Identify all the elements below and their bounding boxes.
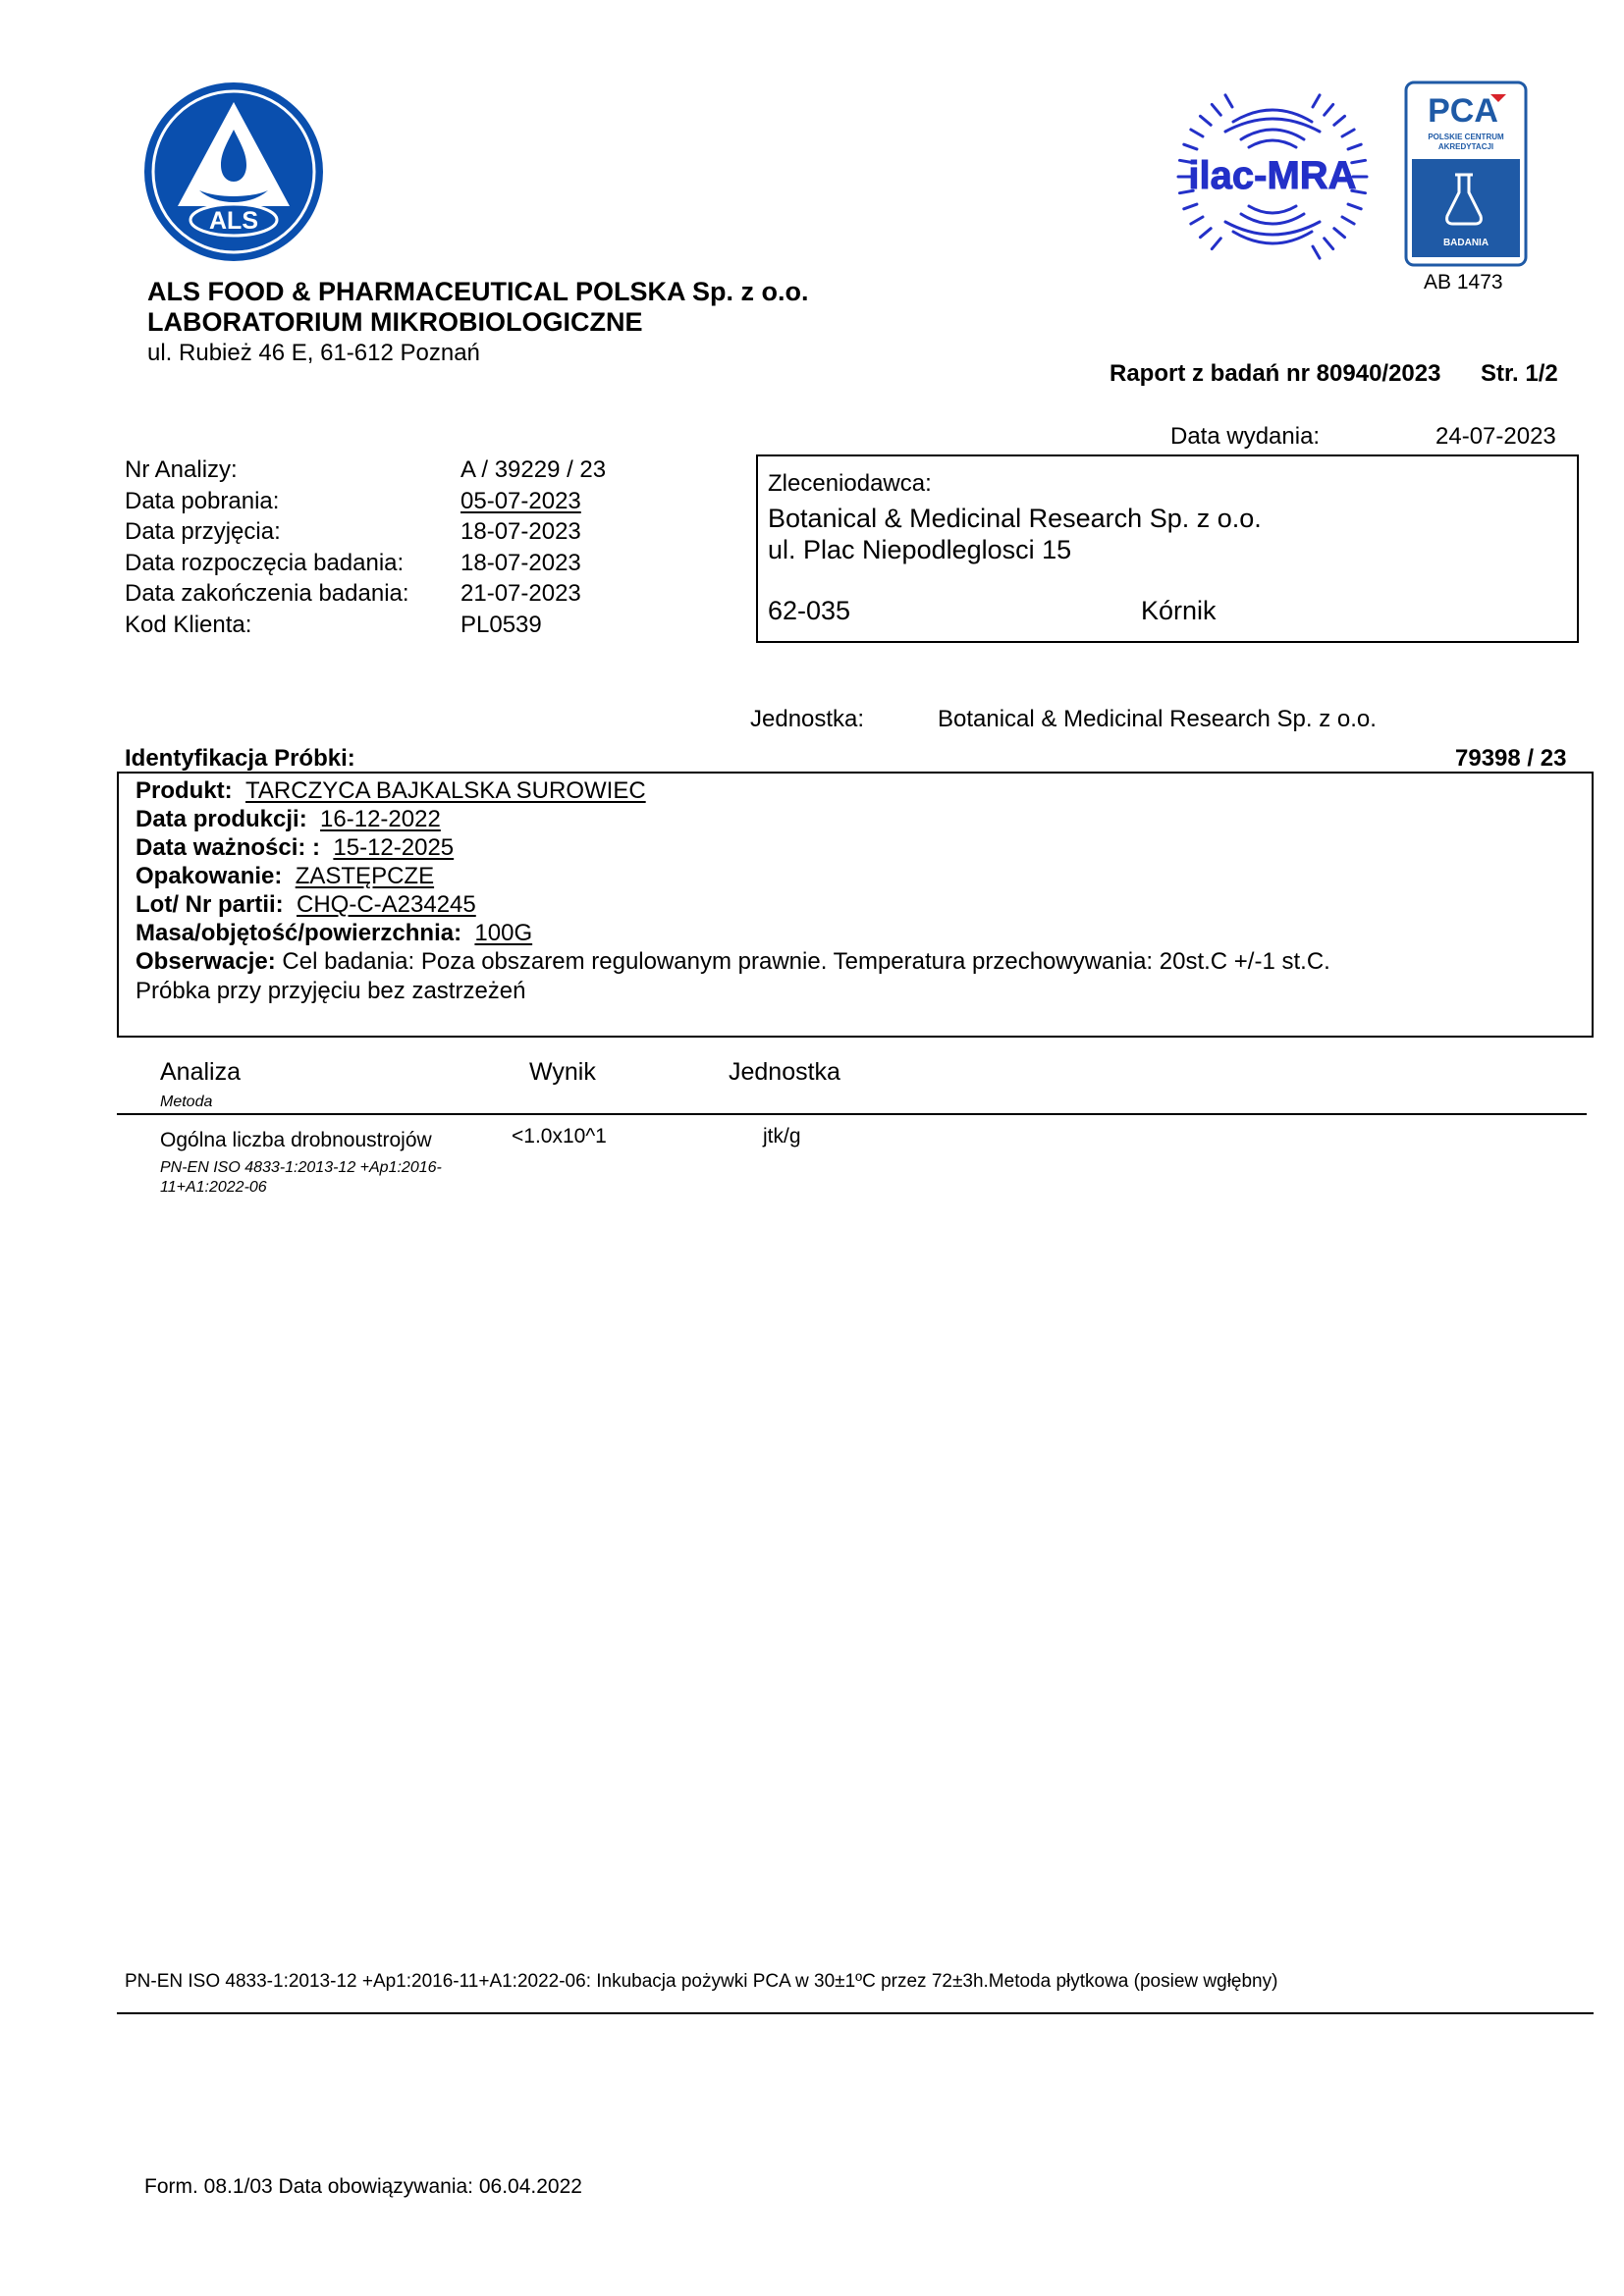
sample-field <box>135 920 532 947</box>
sample-field <box>135 891 476 919</box>
analysis-info-label: Nr Analizy: <box>125 456 238 483</box>
header-method: Metoda <box>160 1094 213 1110</box>
analysis-info-value: 21-07-2023 <box>460 580 581 607</box>
sample-field-label: Lot/ Nr partii: <box>135 891 284 918</box>
pca-title: PCA <box>1428 92 1498 130</box>
analysis-info-value: PL0539 <box>460 611 542 638</box>
als-logo <box>142 80 325 263</box>
pca-badania: BADANIA <box>1442 238 1489 248</box>
results-rows <box>0 1125 1624 1217</box>
sample-box <box>117 772 1594 1038</box>
observations-line2: Próbka przy przyjęciu bez zastrzeżeń <box>135 978 526 1004</box>
unit-label: Jednostka: <box>750 706 865 732</box>
footnote-divider <box>117 2012 1594 2014</box>
page-number: Str. 1/2 <box>1481 360 1558 387</box>
analysis-info <box>125 456 635 643</box>
result-method: PN-EN ISO 4833-1:2013-12 +Ap1:2016- <box>160 1159 442 1176</box>
sample-field-label: Opakowanie: <box>135 863 283 889</box>
company-address: ul. Rubież 46 E, 61-612 Poznań <box>147 340 480 366</box>
analysis-info-label: Data pobrania: <box>125 487 280 514</box>
analysis-info-label: Data rozpoczęcia badania: <box>125 549 405 576</box>
sample-identification-title: Identyfikacja Próbki: <box>125 745 355 772</box>
analysis-info-label: Data przyjęcia: <box>125 518 281 545</box>
analysis-info-value: A / 39229 / 23 <box>460 456 607 483</box>
sample-field-label: Produkt: <box>135 777 233 804</box>
result-value: <1.0x10^1 <box>512 1125 607 1148</box>
issue-date: 24-07-2023 <box>1435 423 1556 450</box>
pca-logo <box>1404 80 1528 267</box>
sample-field-label: Data ważności: : <box>135 834 321 861</box>
observations-row <box>135 948 1330 976</box>
issue-date-label: Data wydania: <box>1170 423 1321 450</box>
accreditation-number: AB 1473 <box>1424 271 1503 294</box>
sample-field <box>135 777 646 805</box>
client-name: Botanical & Medicinal Research Sp. z o.o. <box>768 504 1262 533</box>
lab-name: LABORATORIUM MIKROBIOLOGICZNE <box>147 307 643 337</box>
sample-field <box>135 806 441 833</box>
sample-field-value: 100G <box>474 920 533 946</box>
observations-label: Obserwacje: <box>135 948 276 975</box>
client-city: Kórnik <box>1141 596 1217 625</box>
report-title: Raport z badań nr 80940/2023 <box>1110 360 1441 387</box>
header-result: Wynik <box>529 1058 596 1086</box>
analysis-info-value: 05-07-2023 <box>460 487 581 514</box>
result-analysis: Ogólna liczba drobnoustrojów <box>160 1129 432 1151</box>
result-method: 11+A1:2022-06 <box>160 1179 267 1196</box>
observations-line1: Cel badania: Poza obszarem regulowanym prawnie. Temperatura przechowywania: 20st.C +/-1 st.C. <box>282 948 1330 975</box>
sample-field-value: 15-12-2025 <box>333 834 455 861</box>
ilac-mra-text: ilac-MRA <box>1188 154 1357 197</box>
unit-value: Botanical & Medicinal Research Sp. z o.o. <box>938 706 1377 732</box>
analysis-info-value: 18-07-2023 <box>460 518 581 545</box>
analysis-info-label: Data zakończenia badania: <box>125 580 409 607</box>
client-postal-code: 62-035 <box>768 596 851 625</box>
sample-field <box>135 834 454 862</box>
sample-field-value: TARCZYCA BAJKALSKA SUROWIEC <box>245 777 646 804</box>
pca-subtitle-line1: POLSKIE CENTRUM <box>1428 133 1504 141</box>
client-street: ul. Plac Niepodleglosci 15 <box>768 535 1072 564</box>
sample-field-value: ZASTĘPCZE <box>295 863 435 889</box>
table-header-divider <box>117 1113 1587 1115</box>
sample-field-value: CHQ-C-A234245 <box>297 891 476 918</box>
form-footer: Form. 08.1/03 Data obowiązywania: 06.04.2022 <box>144 2175 582 2198</box>
sample-number: 79398 / 23 <box>1455 745 1567 772</box>
result-unit: jtk/g <box>763 1125 801 1148</box>
header-unit: Jednostka <box>729 1058 840 1086</box>
client-box <box>756 454 1579 643</box>
client-label: Zleceniodawca: <box>768 470 932 497</box>
company-name: ALS FOOD & PHARMACEUTICAL POLSKA Sp. z o.o. <box>147 277 809 306</box>
pca-subtitle-line2: AKREDYTACJI <box>1437 142 1494 151</box>
sample-field-label: Data produkcji: <box>135 806 307 832</box>
sample-field-label: Masa/objętość/powierzchnia: <box>135 920 462 946</box>
sample-fields <box>135 777 1579 954</box>
header-analysis: Analiza <box>160 1058 241 1086</box>
als-logo-text: ALS <box>209 207 258 235</box>
sample-field-value: 16-12-2022 <box>320 806 441 832</box>
ilac-mra-logo <box>1174 79 1371 275</box>
analysis-info-value: 18-07-2023 <box>460 549 581 576</box>
sample-field <box>135 863 434 890</box>
analysis-info-label: Kod Klienta: <box>125 611 252 638</box>
method-footnote: PN-EN ISO 4833-1:2013-12 +Ap1:2016-11+A1:2022-06: Inkubacja pożywki PCA w 30±1ºC przez 72±3h.Metoda płytkowa (posiew wgłębny) <box>125 1971 1278 1992</box>
